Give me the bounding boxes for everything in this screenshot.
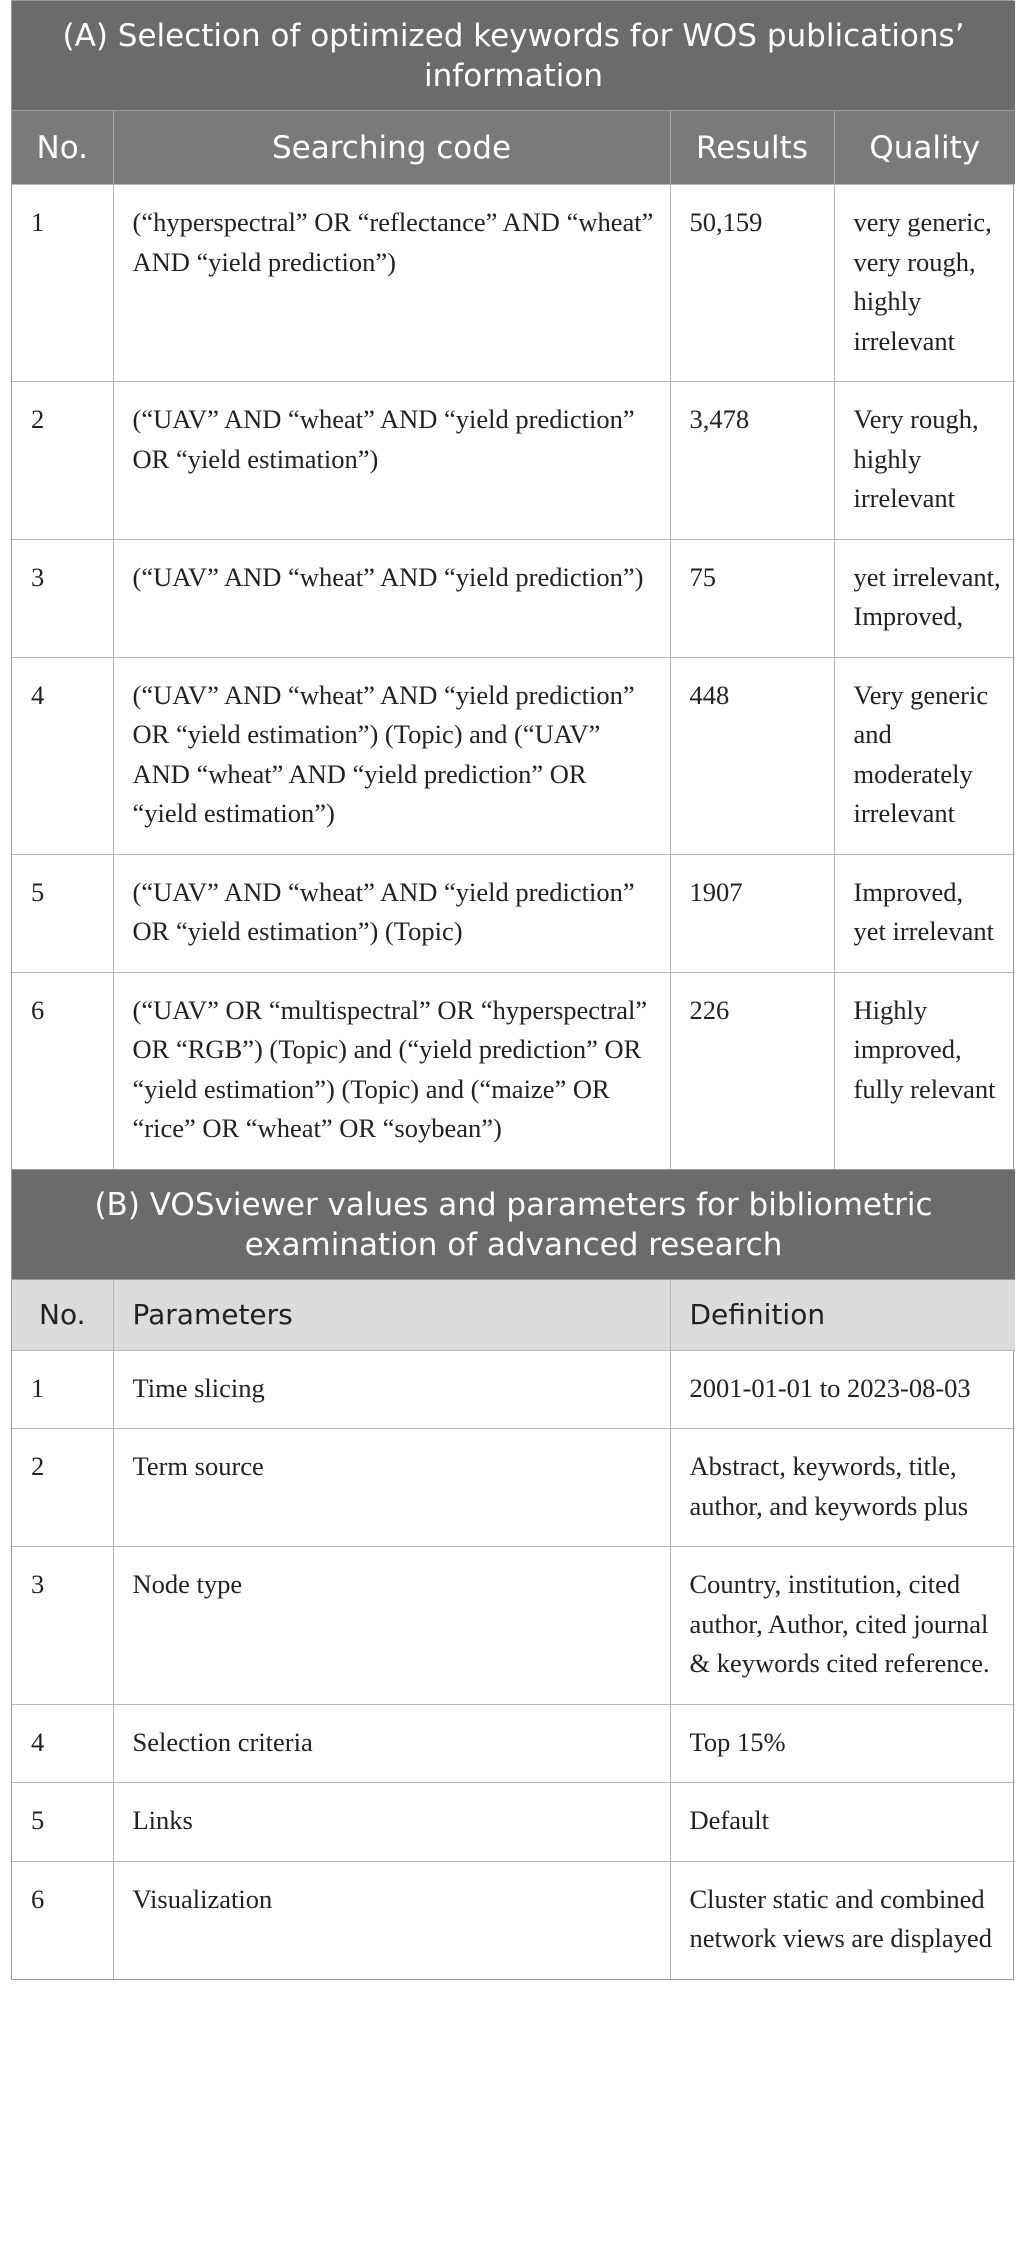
definition: Cluster static and combined network views are displayed <box>670 1861 1015 1979</box>
table-row <box>12 854 1015 972</box>
table-row <box>12 382 1015 540</box>
row-no: 3 <box>12 539 113 657</box>
table-a-header <box>12 111 1015 185</box>
table-b-header <box>12 1279 1015 1350</box>
header-quality: Quality <box>834 111 1015 185</box>
quality: Improved, yet irrelevant <box>834 854 1015 972</box>
results-count: 3,478 <box>670 382 834 540</box>
table-a-title: (A) Selection of optimized keywords for WOS publications’ information <box>12 1 1015 111</box>
row-no: 2 <box>12 1429 113 1547</box>
table-row <box>12 1429 1015 1547</box>
quality: very generic, very rough, highly irrelevant <box>834 185 1015 382</box>
quality: yet irrelevant, Improved, <box>834 539 1015 657</box>
searching-code: (“UAV” AND “wheat” AND “yield prediction”) <box>113 539 670 657</box>
definition: Default <box>670 1783 1015 1862</box>
definition: 2001-01-01 to 2023-08-03 <box>670 1350 1015 1429</box>
row-no: 2 <box>12 382 113 540</box>
results-count: 448 <box>670 657 834 854</box>
table-row <box>12 1861 1015 1979</box>
header-searching-code: Searching code <box>113 111 670 185</box>
quality: Highly improved, fully relevant <box>834 972 1015 1169</box>
table-row <box>12 1547 1015 1705</box>
row-no: 1 <box>12 1350 113 1429</box>
quality: Very rough, highly irrelevant <box>834 382 1015 540</box>
table-row <box>12 657 1015 854</box>
definition: Top 15% <box>670 1704 1015 1783</box>
results-count: 75 <box>670 539 834 657</box>
parameter: Node type <box>113 1547 670 1705</box>
table-b-title: (B) VOSviewer values and parameters for bibliometric examination of advanced research <box>12 1169 1015 1279</box>
document-table <box>11 0 1014 1980</box>
table-b <box>12 1169 1015 1979</box>
results-count: 1907 <box>670 854 834 972</box>
table-row <box>12 972 1015 1169</box>
row-no: 3 <box>12 1547 113 1705</box>
results-count: 226 <box>670 972 834 1169</box>
searching-code: (“hyperspectral” OR “reflectance” AND “wheat” AND “yield prediction”) <box>113 185 670 382</box>
row-no: 4 <box>12 657 113 854</box>
definition: Abstract, keywords, title, author, and keywords plus <box>670 1429 1015 1547</box>
header-parameters: Parameters <box>113 1279 670 1350</box>
searching-code: (“UAV” AND “wheat” AND “yield prediction” OR “yield estimation”) (Topic) <box>113 854 670 972</box>
row-no: 6 <box>12 1861 113 1979</box>
parameter: Selection criteria <box>113 1704 670 1783</box>
table-row <box>12 1704 1015 1783</box>
table-b-body <box>12 1350 1015 1979</box>
row-no: 4 <box>12 1704 113 1783</box>
table-row <box>12 1783 1015 1862</box>
row-no: 1 <box>12 185 113 382</box>
searching-code: (“UAV” OR “multispectral” OR “hyperspectral” OR “RGB”) (Topic) and (“yield prediction” OR “yield estimation”) (Topic) and (“maize” OR “rice” OR “wheat” OR “soybean”) <box>113 972 670 1169</box>
row-no: 6 <box>12 972 113 1169</box>
parameter: Links <box>113 1783 670 1862</box>
table-a-body <box>12 185 1015 1169</box>
table-row <box>12 185 1015 382</box>
header-no: No. <box>12 1279 113 1350</box>
searching-code: (“UAV” AND “wheat” AND “yield prediction” OR “yield estimation”) <box>113 382 670 540</box>
header-results: Results <box>670 111 834 185</box>
row-no: 5 <box>12 1783 113 1862</box>
definition: Country, institution, cited author, Author, cited journal & keywords cited reference. <box>670 1547 1015 1705</box>
table-row <box>12 1350 1015 1429</box>
header-definition: Definition <box>670 1279 1015 1350</box>
table-a <box>12 1 1015 1169</box>
results-count: 50,159 <box>670 185 834 382</box>
parameter: Term source <box>113 1429 670 1547</box>
header-no: No. <box>12 111 113 185</box>
row-no: 5 <box>12 854 113 972</box>
parameter: Time slicing <box>113 1350 670 1429</box>
table-row <box>12 539 1015 657</box>
quality: Very generic and moderately irrelevant <box>834 657 1015 854</box>
parameter: Visualization <box>113 1861 670 1979</box>
searching-code: (“UAV” AND “wheat” AND “yield prediction” OR “yield estimation”) (Topic) and (“UAV” AND “wheat” AND “yield prediction” OR “yield estimation”) <box>113 657 670 854</box>
